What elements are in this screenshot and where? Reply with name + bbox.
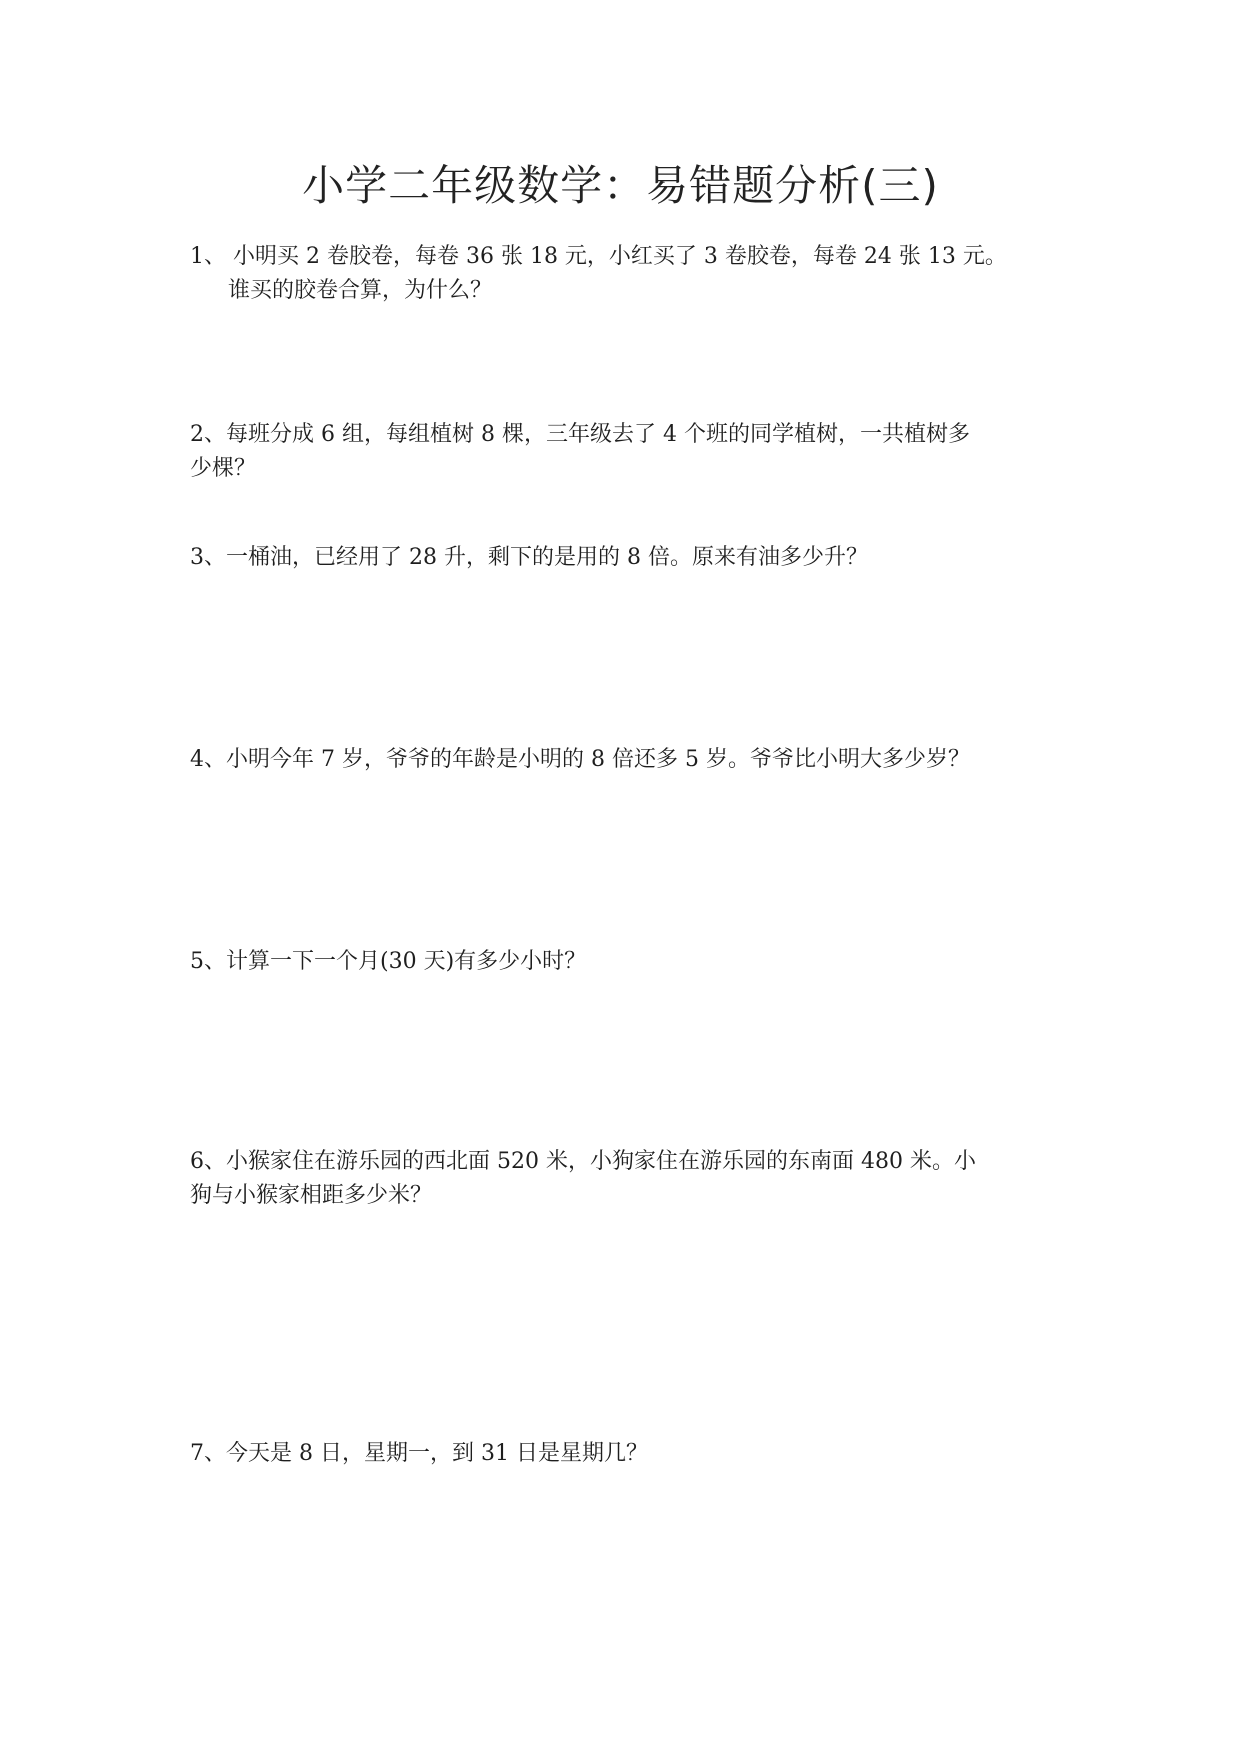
question-3-line-1: 3、一桶油，已经用了 28 升，剩下的是用的 8 倍。原来有油多少升？ (190, 545, 868, 570)
question-1 (190, 240, 1060, 308)
question-6-line-2: 狗与小猴家相距多少米？ (190, 1183, 433, 1208)
question-2-line-1: 2、每班分成 6 组，每组植树 8 棵，三年级去了 4 个班的同学植树，一共植树多 (190, 422, 970, 447)
question-5-line-1: 5、计算一下一个月(30 天)有多少小时？ (190, 949, 587, 974)
question-4-line-1: 4、小明今年 7 岁，爷爷的年龄是小明的 8 倍还多 5 岁。爷爷比小明大多少岁？ (190, 747, 970, 772)
question-6 (190, 1145, 1060, 1213)
question-2-line-2: 少棵？ (190, 456, 257, 481)
page-title: 小学二年级数学：易错题分析(三) (302, 161, 939, 210)
question-1-line-2: 谁买的胶卷合算，为什么？ (228, 278, 493, 303)
question-2 (190, 418, 1060, 486)
question-6-line-1: 6、小猴家住在游乐园的西北面 520 米，小狗家住在游乐园的东南面 480 米。小 (190, 1149, 976, 1174)
question-1-line-1: 1、 小明买 2 卷胶卷，每卷 36 张 18 元，小红买了 3 卷胶卷，每卷 24 张 13 元。 (190, 244, 1007, 269)
question-4 (190, 743, 1060, 777)
question-7-line-1: 7、今天是 8 日，星期一，到 31 日是星期几？ (190, 1441, 648, 1466)
question-3 (190, 541, 1060, 575)
question-5 (190, 945, 1060, 979)
question-7 (190, 1437, 1060, 1471)
